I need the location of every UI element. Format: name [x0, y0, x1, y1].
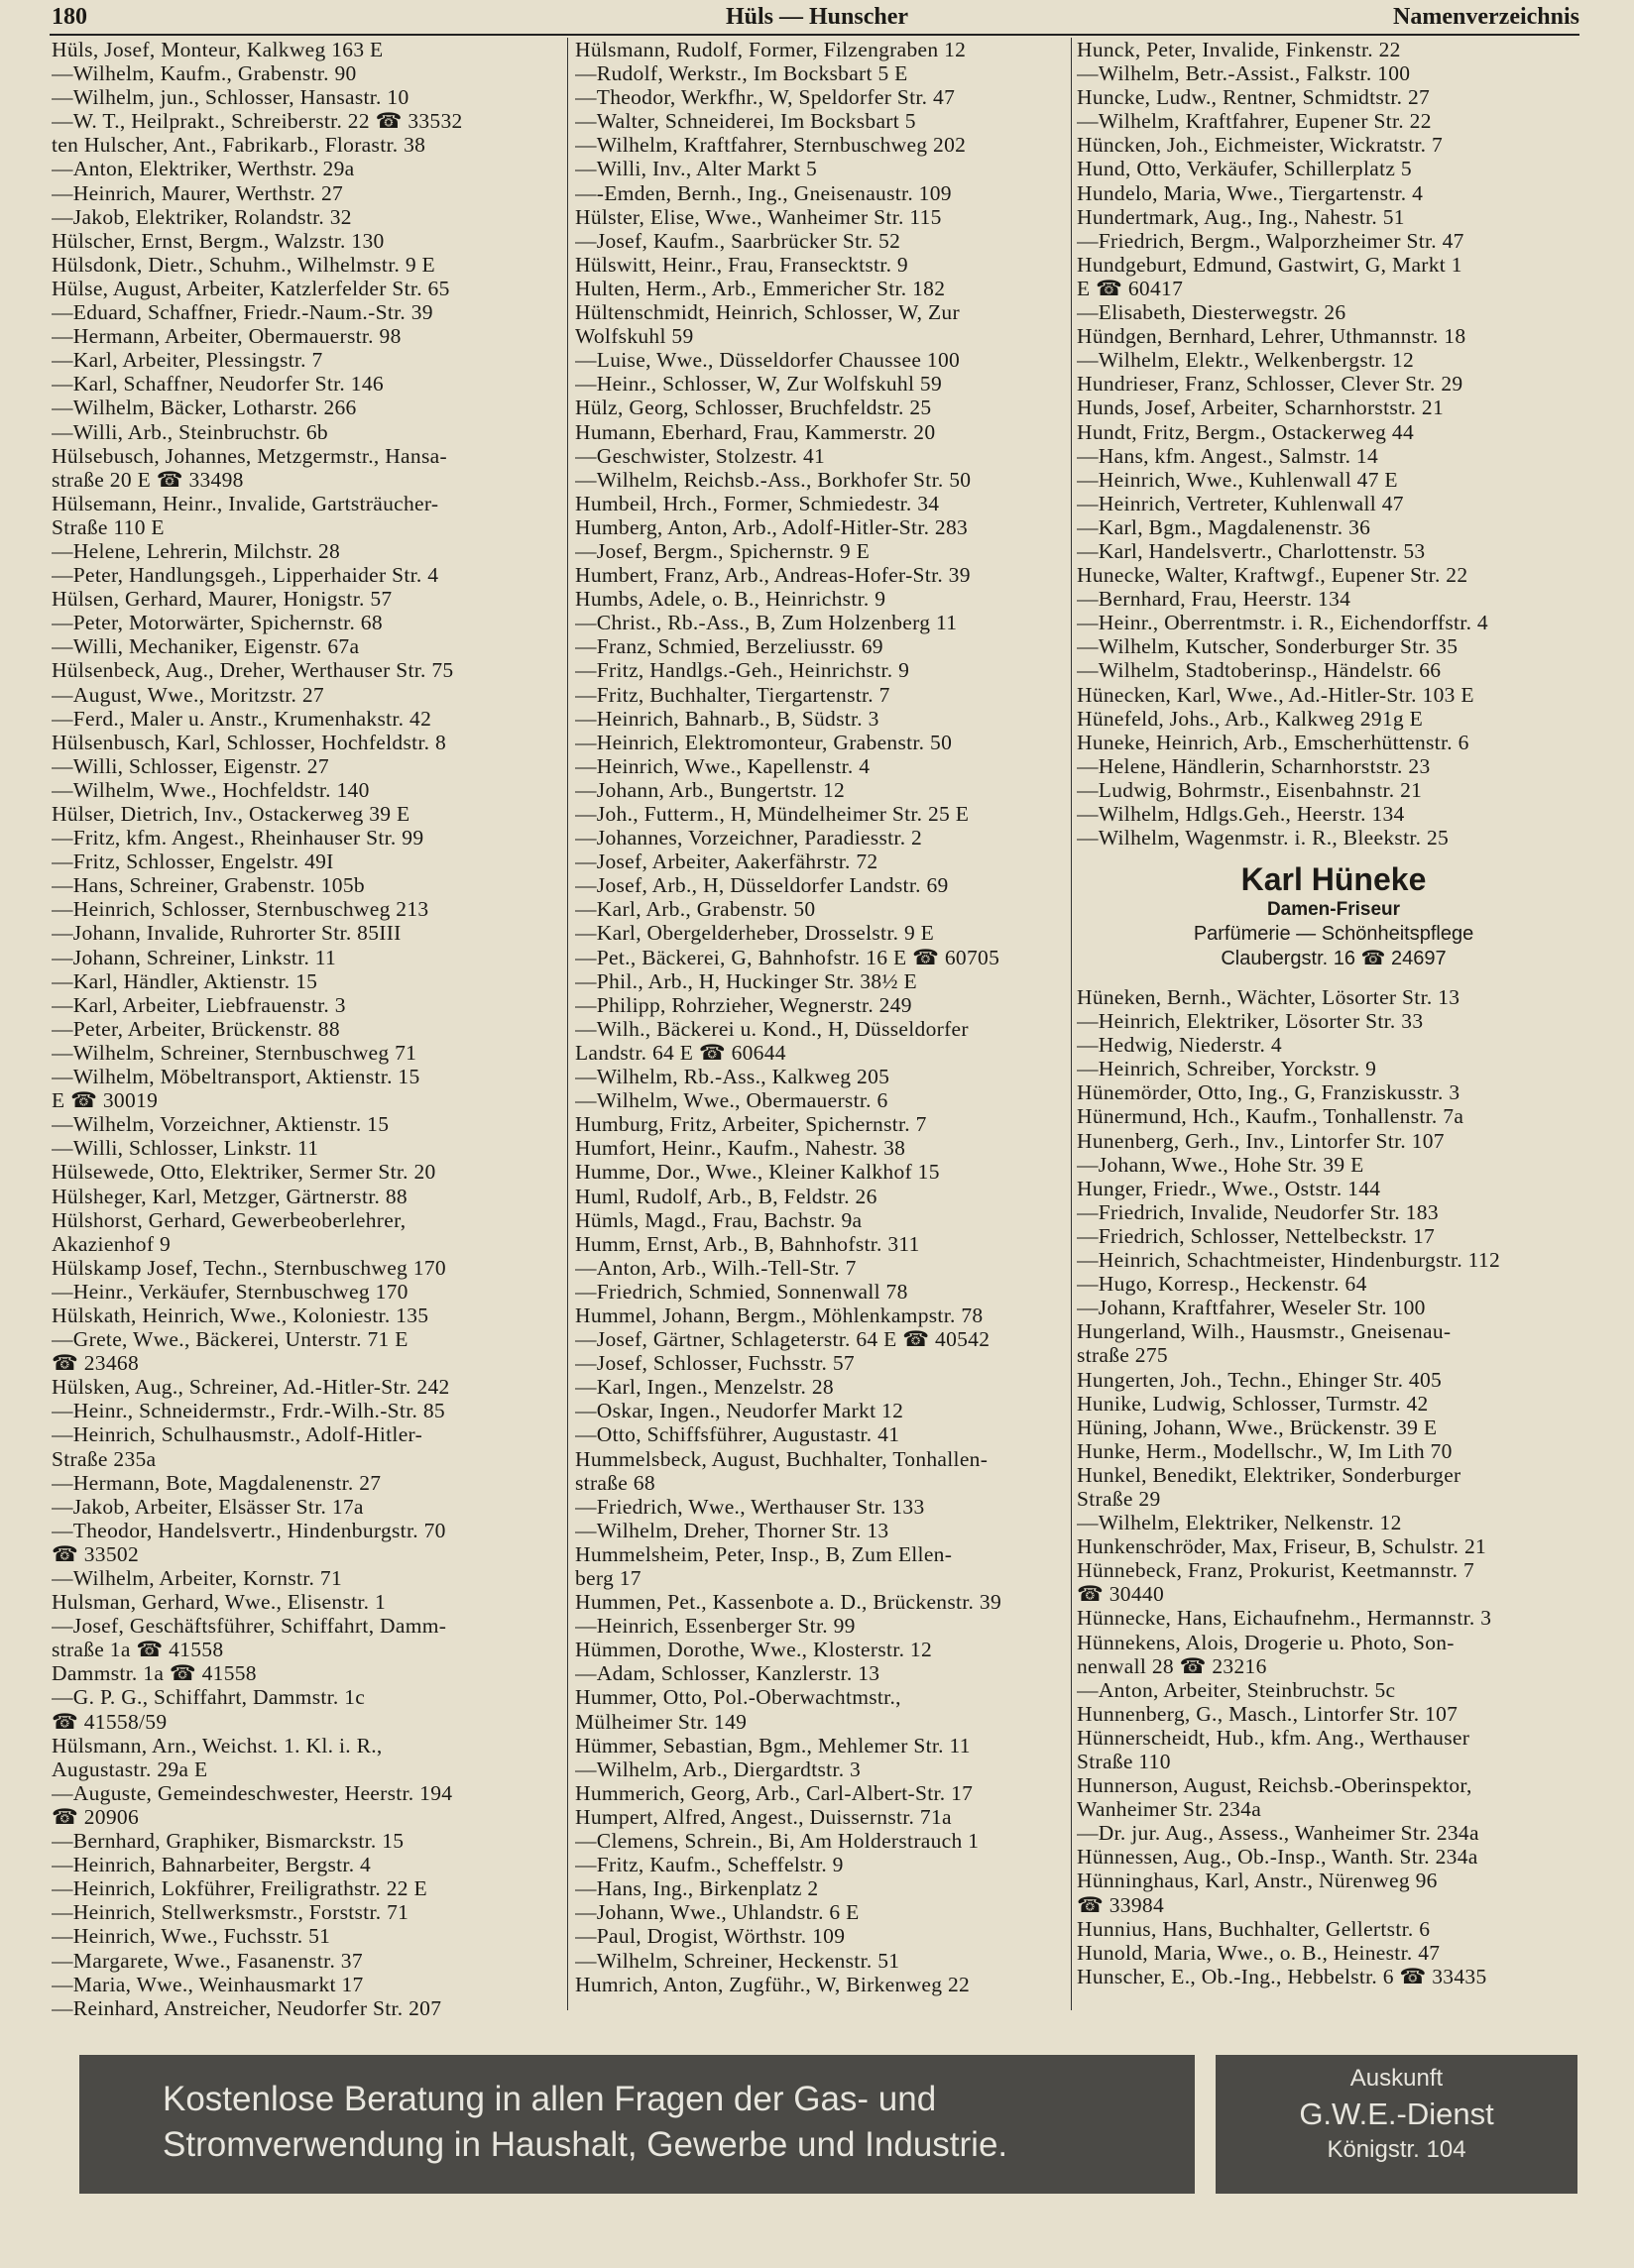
directory-entry-line: —Hans, Ing., Birkenplatz 2: [575, 1876, 819, 1901]
directory-entry-line: —G. P. G., Schiffahrt, Dammstr. 1c: [52, 1685, 366, 1710]
directory-entry-line: —Peter, Motorwärter, Spichernstr. 68: [52, 611, 383, 635]
directory-entry-line: E ☎ 30019: [52, 1088, 159, 1113]
directory-entry-line: Hülsen, Gerhard, Maurer, Honigstr. 57: [52, 587, 393, 612]
directory-entry-line: —Heinrich, Vertreter, Kuhlenwall 47: [1077, 491, 1404, 515]
directory-entry-line: Hünnecke, Hans, Eichaufnehm., Hermannstr. 3: [1077, 1606, 1492, 1631]
directory-entry-line: berg 17: [575, 1566, 642, 1590]
directory-entry-line: —Wilhelm, Wwe., Obermauerstr. 6: [575, 1088, 888, 1113]
directory-entry-line: Straße 110 E: [52, 514, 165, 539]
directory-entry-line: Hundgeburt, Edmund, Gastwirt, G, Markt 1: [1077, 252, 1462, 277]
directory-entry-line: —Heinr., Schlosser, W, Zur Wolfskuhl 59: [575, 372, 943, 397]
directory-entry-line: —Heinr., Verkäufer, Sternbuschweg 170: [52, 1279, 408, 1304]
directory-entry-line: —Willi, Schlosser, Eigenstr. 27: [52, 753, 329, 778]
directory-entry-line: —Heinrich, Maurer, Werthstr. 27: [52, 180, 344, 205]
directory-entry-line: Hunke, Herm., Modellschr., W, Im Lith 70: [1077, 1438, 1453, 1463]
directory-entry-line: —Geschwister, Stolzestr. 41: [575, 443, 826, 468]
directory-entry-line: —Hugo, Korresp., Heckenstr. 64: [1077, 1272, 1367, 1297]
directory-entry-line: —Wilhelm, Rb.-Ass., Kalkweg 205: [575, 1065, 890, 1089]
directory-entry-line: Augustastr. 29a E: [52, 1757, 208, 1781]
directory-entry-line: —Hans, Schreiner, Grabenstr. 105b: [52, 873, 365, 898]
gas-electricity-advertisement: [79, 2055, 1195, 2194]
directory-entry-line: Hund, Otto, Verkäufer, Schillerplatz 5: [1077, 157, 1412, 181]
directory-entry-line: —Theodor, Handelsvertr., Hindenburgstr. 70: [52, 1518, 446, 1542]
directory-entry-line: Hülser, Dietrich, Inv., Ostackerweg 39 E: [52, 802, 410, 826]
directory-entry-line: E ☎ 60417: [1077, 276, 1184, 300]
directory-entry-line: Hüls, Josef, Monteur, Kalkweg 163 E: [52, 38, 384, 61]
directory-entry-line: —Bernhard, Frau, Heerstr. 134: [1077, 587, 1351, 612]
directory-entry-line: —Rudolf, Werkstr., Im Bocksbart 5 E: [575, 61, 908, 86]
directory-entry-line: —Phil., Arb., H, Huckinger Str. 38½ E: [575, 968, 917, 993]
directory-entry-line: ☎ 30440: [1077, 1582, 1165, 1607]
ad-address: Claubergstr. 16 ☎ 24697: [1221, 948, 1447, 969]
directory-entry-line: Hummer, Otto, Pol.-Oberwachtmstr.,: [575, 1685, 901, 1710]
directory-entry-line: —Fritz, Schlosser, Engelstr. 49I: [52, 850, 334, 874]
directory-entry-line: —Wilhelm, Kraftfahrer, Sternbuschweg 202: [575, 133, 967, 158]
directory-entry-line: Hünemörder, Otto, Ing., G, Franziskusstr. 3: [1077, 1080, 1460, 1105]
directory-entry-line: —Wilhelm, Betr.-Assist., Falkstr. 100: [1077, 61, 1411, 86]
directory-entry-line: Hümmer, Sebastian, Bgm., Mehlemer Str. 11: [575, 1733, 971, 1758]
header-rule: [50, 34, 1579, 36]
directory-entry-line: —Peter, Handlungsgeh., Lipperhaider Str. 4: [52, 563, 439, 588]
directory-entry-line: Hunnius, Hans, Buchhalter, Gellertstr. 6: [1077, 1916, 1431, 1941]
directory-entry-line: —Dr. jur. Aug., Assess., Wanheimer Str. 234a: [1077, 1821, 1479, 1846]
directory-entry-line: Hündgen, Bernhard, Lehrer, Uthmannstr. 18: [1077, 324, 1466, 349]
directory-entry-line: —Helene, Händlerin, Scharnhorststr. 23: [1077, 753, 1431, 778]
directory-entry-line: —Oskar, Ingen., Neudorfer Markt 12: [575, 1399, 904, 1423]
directory-entry-line: —Johannes, Vorzeichner, Paradiesstr. 2: [575, 826, 923, 850]
directory-entry-line: Hülse, August, Arbeiter, Katzlerfelder Str. 65: [52, 276, 450, 300]
ad-line-1: Kostenlose Beratung in allen Fragen der Gas- und: [163, 2080, 937, 2118]
directory-entry-line: Straße 235a: [52, 1446, 157, 1471]
directory-column-3-bottom: [1077, 985, 1577, 1988]
directory-entry-line: Hünermund, Hch., Kaufm., Tonhallenstr. 7a: [1077, 1104, 1464, 1129]
directory-entry-line: Hünnekens, Alois, Drogerie u. Photo, Son-: [1077, 1630, 1455, 1654]
directory-entry-line: —Wilhelm, Kaufm., Grabenstr. 90: [52, 61, 357, 86]
directory-entry-line: Hülswitt, Heinr., Frau, Fransecktstr. 9: [575, 252, 908, 277]
directory-entry-line: —Wilhelm, Elektriker, Nelkenstr. 12: [1077, 1511, 1402, 1535]
directory-entry-line: —Wilhelm, Elektr., Welkenbergstr. 12: [1077, 348, 1415, 373]
directory-entry-line: —Karl, Arbeiter, Liebfrauenstr. 3: [52, 992, 346, 1017]
gwe-service-box: [1216, 2055, 1577, 2194]
column-divider: [1071, 38, 1072, 2010]
directory-entry-line: —Anton, Arbeiter, Steinbruchstr. 5c: [1077, 1677, 1396, 1702]
directory-entry-line: —Friedrich, Wwe., Werthauser Str. 133: [575, 1494, 925, 1519]
directory-entry-line: —Fritz, Handlgs.-Geh., Heinrichstr. 9: [575, 658, 910, 683]
directory-entry-line: —Karl, Handelsvertr., Charlottenstr. 53: [1077, 538, 1426, 563]
directory-entry-line: —Johann, Arb., Bungertstr. 12: [575, 777, 846, 802]
directory-entry-line: Hüneken, Bernh., Wächter, Lösorter Str. 13: [1077, 985, 1460, 1009]
directory-entry-line: Dammstr. 1a ☎ 41558: [52, 1661, 257, 1686]
directory-entry-line: —Josef, Arbeiter, Aakerfährstr. 72: [575, 850, 878, 874]
directory-entry-line: Humbeil, Hrch., Former, Schmiedestr. 34: [575, 491, 940, 515]
directory-entry-line: Hummerich, Georg, Arb., Carl-Albert-Str. 17: [575, 1780, 974, 1805]
directory-entry-line: —Grete, Wwe., Bäckerei, Unterstr. 71 E: [52, 1327, 408, 1352]
directory-entry-line: Hunike, Ludwig, Schlosser, Turmstr. 42: [1077, 1391, 1429, 1416]
directory-entry-line: Humberg, Anton, Arb., Adolf-Hitler-Str. 283: [575, 514, 969, 539]
directory-entry-line: straße 1a ☎ 41558: [52, 1638, 224, 1662]
directory-entry-line: —August, Wwe., Moritzstr. 27: [52, 682, 324, 707]
directory-entry-line: —Willi, Arb., Steinbruchstr. 6b: [52, 419, 328, 444]
directory-entry-line: —Heinr., Oberrentmstr. i. R., Eichendorffstr. 4: [1077, 611, 1488, 635]
directory-entry-line: Hungerten, Joh., Techn., Ehinger Str. 405: [1077, 1367, 1443, 1392]
directory-entry-line: Wolfskuhl 59: [575, 324, 694, 349]
directory-entry-line: Humburg, Fritz, Arbeiter, Spichernstr. 7: [575, 1112, 927, 1137]
directory-entry-line: Hünnebeck, Franz, Prokurist, Keetmannstr. 7: [1077, 1558, 1475, 1583]
directory-entry-line: —Christ., Rb.-Ass., B, Zum Holzenberg 11: [575, 611, 958, 635]
directory-entry-line: Huml, Rudolf, Arb., B, Feldstr. 26: [575, 1184, 877, 1208]
directory-entry-line: —Jakob, Arbeiter, Elsässer Str. 17a: [52, 1494, 364, 1519]
directory-entry-line: —Karl, Arbeiter, Plessingstr. 7: [52, 348, 323, 373]
directory-entry-line: Hülster, Elise, Wwe., Wanheimer Str. 115: [575, 204, 942, 229]
directory-entry-line: Hunecke, Walter, Kraftwgf., Eupener Str. 22: [1077, 563, 1468, 588]
ad-info-label: Auskunft: [1349, 2065, 1444, 2092]
directory-entry-line: —Josef, Kaufm., Saarbrücker Str. 52: [575, 228, 901, 253]
directory-entry-line: straße 20 E ☎ 33498: [52, 467, 244, 492]
directory-entry-line: Hünnessen, Aug., Ob.-Insp., Wanth. Str. 234a: [1077, 1845, 1478, 1870]
directory-entry-line: —Reinhard, Anstreicher, Neudorfer Str. 207: [52, 1995, 442, 2020]
directory-entry-line: —Philipp, Rohrzieher, Wegnerstr. 249: [575, 992, 912, 1017]
directory-entry-line: —Johann, Wwe., Hohe Str. 39 E: [1077, 1152, 1364, 1177]
ad-service-name: G.W.E.-Dienst: [1299, 2097, 1494, 2131]
ad-trade: Damen-Friseur: [1266, 899, 1401, 920]
directory-entry-line: —Wilhelm, Schreiner, Sternbuschweg 71: [52, 1040, 417, 1065]
directory-entry-line: —Otto, Schiffsführer, Augustastr. 41: [575, 1422, 900, 1447]
page-number: 180: [52, 4, 87, 30]
directory-entry-line: —Willi, Schlosser, Linkstr. 11: [52, 1136, 319, 1161]
directory-entry-line: Hüncken, Joh., Eichmeister, Wickratstr. 7: [1077, 133, 1444, 158]
directory-entry-line: —Bernhard, Graphiker, Bismarckstr. 15: [52, 1829, 405, 1854]
directory-entry-line: Hundt, Fritz, Bergm., Ostackerweg 44: [1077, 419, 1415, 444]
directory-entry-line: Hummelsbeck, August, Buchhalter, Tonhallen-: [575, 1446, 989, 1471]
directory-entry-line: —Josef, Geschäftsführer, Schiffahrt, Damm-: [52, 1614, 447, 1639]
directory-entry-line: —Wilhelm, Reichsb.-Ass., Borkhofer Str. 50: [575, 467, 972, 492]
directory-entry-line: Hülshorst, Gerhard, Gewerbeoberlehrer,: [52, 1207, 407, 1232]
directory-entry-line: —Wilhelm, Bäcker, Lotharstr. 266: [52, 396, 357, 420]
directory-entry-line: ☎ 33984: [1077, 1892, 1165, 1917]
directory-entry-line: —Anton, Elektriker, Werthstr. 29a: [52, 157, 355, 181]
directory-entry-line: —Heinrich, Schreiber, Yorckstr. 9: [1077, 1057, 1377, 1081]
directory-entry-line: Huneke, Heinrich, Arb., Emscherhüttenstr. 6: [1077, 730, 1469, 754]
directory-entry-line: —Pet., Bäckerei, G, Bahnhofstr. 16 E ☎ 60705: [575, 945, 1000, 969]
directory-entry-line: —Peter, Arbeiter, Brückenstr. 88: [52, 1016, 340, 1041]
directory-entry-line: —Elisabeth, Diesterwegstr. 26: [1077, 300, 1346, 325]
directory-entry-line: —Wilhelm, Hdlgs.Geh., Heerstr. 134: [1077, 802, 1405, 826]
directory-entry-line: Hüning, Johann, Wwe., Brückenstr. 39 E: [1077, 1415, 1438, 1439]
directory-entry-line: —Wilhelm, Dreher, Thorner Str. 13: [575, 1518, 889, 1542]
directory-entry-line: Hülsmann, Rudolf, Former, Filzengraben 12: [575, 38, 967, 61]
directory-entry-line: —Heinrich, Bahnarb., B, Südstr. 3: [575, 706, 879, 731]
directory-entry-line: —Johann, Kraftfahrer, Weseler Str. 100: [1077, 1296, 1426, 1320]
directory-entry-line: Hungerland, Wilh., Hausmstr., Gneisenau-: [1077, 1319, 1452, 1344]
directory-entry-line: Hümls, Magd., Frau, Bachstr. 9a: [575, 1207, 863, 1232]
directory-entry-line: Hülsmann, Arn., Weichst. 1. Kl. i. R.,: [52, 1733, 383, 1758]
directory-entry-line: Hunds, Josef, Arbeiter, Scharnhorststr. 21: [1077, 396, 1445, 420]
directory-entry-line: Hunscher, E., Ob.-Ing., Hebbelstr. 6 ☎ 33435: [1077, 1964, 1487, 1988]
directory-entry-line: —Wilhelm, Arbeiter, Kornstr. 71: [52, 1566, 342, 1590]
section-title: Namenverzeichnis: [1393, 4, 1579, 30]
directory-entry-line: —Josef, Arb., H, Düsseldorfer Landstr. 69: [575, 873, 949, 898]
ad-services: Parfümerie — Schönheitspflege: [1193, 923, 1474, 945]
directory-entry-line: Hünnerscheidt, Hub., kfm. Ang., Werthauser: [1077, 1725, 1470, 1750]
directory-entry-line: —Auguste, Gemeindeschwester, Heerstr. 194: [52, 1780, 453, 1805]
directory-column-2: [575, 38, 1067, 1996]
directory-entry-line: Hümmen, Dorothe, Wwe., Klosterstr. 12: [575, 1638, 933, 1662]
directory-entry-line: Hunkenschröder, Max, Friseur, B, Schulstr. 21: [1077, 1534, 1487, 1559]
ad-business-name: Karl Hüneke: [1240, 861, 1427, 897]
directory-entry-line: —Heinrich, Wwe., Kapellenstr. 4: [575, 753, 871, 778]
directory-entry-line: straße 275: [1077, 1343, 1168, 1368]
directory-entry-line: Hülsdonk, Dietr., Schuhm., Wilhelmstr. 9 E: [52, 252, 435, 277]
directory-entry-line: —Wilhelm, Wwe., Hochfeldstr. 140: [52, 777, 370, 802]
directory-entry-line: Hulten, Herm., Arb., Emmericher Str. 182: [575, 276, 946, 300]
directory-entry-line: —Anton, Arb., Wilh.-Tell-Str. 7: [575, 1255, 857, 1280]
directory-entry-line: —Friedrich, Invalide, Neudorfer Str. 183: [1077, 1199, 1439, 1224]
directory-entry-line: —Karl, Obergelderheber, Drosselstr. 9 E: [575, 921, 935, 946]
directory-entry-line: —Franz, Schmied, Berzeliusstr. 69: [575, 634, 883, 659]
directory-entry-line: —Wilhelm, Vorzeichner, Aktienstr. 15: [52, 1112, 390, 1137]
directory-entry-line: —Heinrich, Essenberger Str. 99: [575, 1614, 856, 1639]
directory-entry-line: —Heinrich, Wwe., Fuchsstr. 51: [52, 1924, 331, 1949]
directory-entry-line: —Wilhelm, Stadtoberinsp., Händelstr. 66: [1077, 658, 1442, 683]
directory-entry-line: Hülsenbusch, Karl, Schlosser, Hochfeldstr. 8: [52, 730, 447, 754]
directory-entry-line: Hünecken, Karl, Wwe., Ad.-Hitler-Str. 103 E: [1077, 682, 1474, 707]
directory-entry-line: Humme, Dor., Wwe., Kleiner Kalkhof 15: [575, 1160, 940, 1185]
directory-entry-line: —Heinrich, Stellwerksmstr., Forststr. 71: [52, 1900, 409, 1925]
directory-entry-line: —Josef, Bergm., Spichernstr. 9 E: [575, 538, 871, 563]
directory-entry-line: Hülsewede, Otto, Elektriker, Sermer Str. 20: [52, 1160, 436, 1185]
directory-entry-line: Mülheimer Str. 149: [575, 1709, 748, 1734]
directory-entry-line: Hültenschmidt, Heinrich, Schlosser, W, Zur: [575, 300, 960, 325]
directory-entry-line: Humbert, Franz, Arb., Andreas-Hofer-Str. 39: [575, 563, 971, 588]
directory-entry-line: Hülskath, Heinrich, Wwe., Koloniestr. 135: [52, 1303, 429, 1327]
directory-entry-line: —Adam, Schlosser, Kanzlerstr. 13: [575, 1661, 880, 1686]
directory-entry-line: —Friedrich, Bergm., Walporzheimer Str. 47: [1077, 228, 1464, 253]
directory-entry-line: —Paul, Drogist, Wörthstr. 109: [575, 1924, 846, 1949]
directory-entry-line: ☎ 41558/59: [52, 1709, 168, 1734]
directory-entry-line: —Heinrich, Wwe., Kuhlenwall 47 E: [1077, 467, 1398, 492]
directory-entry-line: nenwall 28 ☎ 23216: [1077, 1653, 1267, 1678]
directory-entry-line: Landstr. 64 E ☎ 60644: [575, 1040, 786, 1065]
directory-entry-line: —Wilhelm, Möbeltransport, Aktienstr. 15: [52, 1065, 420, 1089]
directory-entry-line: Hundrieser, Franz, Schlosser, Clever Str. 29: [1077, 372, 1463, 397]
directory-entry-line: Humrich, Anton, Zugführ., W, Birkenweg 22: [575, 1972, 971, 1996]
directory-entry-line: —Fritz, Kaufm., Scheffelstr. 9: [575, 1853, 844, 1877]
directory-entry-line: Hunger, Friedr., Wwe., Oststr. 144: [1077, 1176, 1381, 1200]
directory-entry-line: Hünefeld, Johs., Arb., Kalkweg 291g E: [1077, 706, 1424, 731]
directory-entry-line: —Heinrich, Lokführer, Freiligrathstr. 22 E: [52, 1876, 427, 1901]
directory-entry-line: Hülsebusch, Johannes, Metzgermstr., Hansa-: [52, 443, 447, 468]
directory-entry-line: —Karl, Händler, Aktienstr. 15: [52, 968, 318, 993]
directory-entry-line: Hülscher, Ernst, Bergm., Walzstr. 130: [52, 228, 385, 253]
directory-entry-line: —Fritz, kfm. Angest., Rheinhauser Str. 99: [52, 826, 424, 850]
directory-entry-line: —Jakob, Elektriker, Rolandstr. 32: [52, 204, 352, 229]
directory-entry-line: —Luise, Wwe., Düsseldorfer Chaussee 100: [575, 348, 961, 373]
directory-entry-line: —Johann, Wwe., Uhlandstr. 6 E: [575, 1900, 860, 1925]
directory-entry-line: Humbs, Adele, o. B., Heinrichstr. 9: [575, 587, 886, 612]
directory-entry-line: —Karl, Bgm., Magdalenenstr. 36: [1077, 514, 1371, 539]
directory-entry-line: —Heinrich, Schulhausmstr., Adolf-Hitler-: [52, 1422, 423, 1447]
directory-entry-line: —Hermann, Bote, Magdalenenstr. 27: [52, 1470, 382, 1495]
directory-entry-line: —Wilhelm, Kutscher, Sonderburger Str. 35: [1077, 634, 1459, 659]
directory-entry-line: —Theodor, Werkfhr., W, Speldorfer Str. 47: [575, 85, 956, 110]
directory-entry-line: —Josef, Gärtner, Schlageterstr. 64 E ☎ 40542: [575, 1327, 991, 1352]
directory-entry-line: —Wilhelm, Schreiner, Heckenstr. 51: [575, 1948, 900, 1973]
directory-entry-line: Humfort, Heinr., Kaufm., Nahestr. 38: [575, 1136, 906, 1161]
directory-entry-line: Hummelsheim, Peter, Insp., B, Zum Ellen-: [575, 1541, 953, 1566]
ad-service-address: Königstr. 104: [1327, 2136, 1466, 2163]
directory-entry-line: —Willi, Mechaniker, Eigenstr. 67a: [52, 634, 360, 659]
directory-entry-line: —Karl, Arb., Grabenstr. 50: [575, 897, 816, 922]
directory-entry-line: Hülskamp Josef, Techn., Sternbuschweg 170: [52, 1255, 446, 1280]
directory-entry-line: —Heinrich, Bahnarbeiter, Bergstr. 4: [52, 1853, 372, 1877]
directory-entry-line: Hülsemann, Heinr., Invalide, Gartsträucher-: [52, 491, 439, 515]
directory-entry-line: Straße 29: [1077, 1486, 1161, 1511]
directory-entry-line: Hunnerson, August, Reichsb.-Oberinspektor,: [1077, 1773, 1472, 1798]
directory-entry-line: Hunkel, Benedikt, Elektriker, Sonderburger: [1077, 1462, 1461, 1487]
directory-entry-line: —Eduard, Schaffner, Friedr.-Naum.-Str. 39: [52, 300, 433, 325]
directory-entry-line: —Wilhelm, jun., Schlosser, Hansastr. 10: [52, 85, 409, 110]
directory-entry-line: —Hermann, Arbeiter, Obermauerstr. 98: [52, 324, 402, 349]
directory-entry-line: —Ferd., Maler u. Anstr., Krumenhakstr. 42: [52, 706, 432, 731]
directory-entry-line: —Hedwig, Niederstr. 4: [1077, 1033, 1282, 1058]
ad-line-2: Stromverwendung in Haushalt, Gewerbe und Industrie.: [163, 2125, 1008, 2164]
directory-entry-line: —Clemens, Schrein., Bi, Am Holderstrauch 1: [575, 1829, 980, 1854]
directory-entry-line: Hünninghaus, Karl, Anstr., Nürenweg 96: [1077, 1869, 1438, 1893]
directory-entry-line: —Wilhelm, Arb., Diergardtstr. 3: [575, 1757, 862, 1781]
directory-entry-line: Hundertmark, Aug., Ing., Nahestr. 51: [1077, 204, 1405, 229]
directory-entry-line: —Wilhelm, Wagenmstr. i. R., Bleekstr. 25: [1077, 826, 1450, 850]
directory-entry-line: Hülz, Georg, Schlosser, Bruchfeldstr. 25: [575, 396, 932, 420]
directory-entry-line: Straße 110: [1077, 1750, 1171, 1773]
directory-entry-line: —-Emden, Bernh., Ing., Gneisenaustr. 109: [575, 180, 952, 205]
directory-entry-line: Hülsken, Aug., Schreiner, Ad.-Hitler-Str. 242: [52, 1375, 450, 1400]
directory-entry-line: —Heinrich, Schachtmeister, Hindenburgstr. 112: [1077, 1248, 1501, 1273]
directory-column-1: [52, 38, 562, 2020]
directory-entry-line: —Fritz, Buchhalter, Tiergartenstr. 7: [575, 682, 890, 707]
directory-entry-line: —Josef, Schlosser, Fuchsstr. 57: [575, 1351, 855, 1376]
directory-entry-line: —Walter, Schneiderei, Im Bocksbart 5: [575, 109, 916, 134]
directory-entry-line: —Heinrich, Schlosser, Sternbuschweg 213: [52, 897, 429, 922]
directory-entry-line: Huncke, Ludw., Rentner, Schmidtstr. 27: [1077, 85, 1431, 110]
directory-entry-line: Hulsman, Gerhard, Wwe., Elisenstr. 1: [52, 1590, 387, 1615]
directory-entry-line: —Ludwig, Bohrmstr., Eisenbahnstr. 21: [1077, 777, 1423, 802]
directory-entry-line: ☎ 20906: [52, 1804, 140, 1829]
directory-entry-line: —Johann, Invalide, Ruhrorter Str. 85III: [52, 921, 402, 946]
directory-entry-line: —Joh., Futterm., H, Mündelheimer Str. 25 E: [575, 802, 970, 826]
directory-entry-line: ☎ 33502: [52, 1541, 140, 1566]
directory-entry-line: —Maria, Wwe., Weinhausmarkt 17: [52, 1972, 364, 1996]
directory-entry-line: Hummen, Pet., Kassenbote a. D., Brückenstr. 39: [575, 1590, 1001, 1615]
directory-entry-line: Hunnenberg, G., Masch., Lintorfer Str. 107: [1077, 1701, 1459, 1726]
directory-entry-line: —Karl, Ingen., Menzelstr. 28: [575, 1375, 834, 1400]
directory-entry-line: —Wilhelm, Kraftfahrer, Eupener Str. 22: [1077, 109, 1432, 134]
directory-entry-line: Hunck, Peter, Invalide, Finkenstr. 22: [1077, 38, 1401, 61]
directory-entry-line: —Friedrich, Schmied, Sonnenwall 78: [575, 1279, 908, 1304]
directory-entry-line: —Willi, Inv., Alter Markt 5: [575, 157, 818, 181]
directory-entry-line: Hülsenbeck, Aug., Dreher, Werthauser Str. 75: [52, 658, 454, 683]
directory-entry-line: —Karl, Schaffner, Neudorfer Str. 146: [52, 372, 384, 397]
directory-entry-line: Humann, Eberhard, Frau, Kammerstr. 20: [575, 419, 936, 444]
directory-entry-line: —Margarete, Wwe., Fasanenstr. 37: [52, 1948, 363, 1973]
column-divider: [567, 38, 568, 2010]
directory-entry-line: —Heinrich, Elektriker, Lösorter Str. 33: [1077, 1009, 1424, 1034]
directory-entry-line: —Helene, Lehrerin, Milchstr. 28: [52, 538, 341, 563]
directory-entry-line: —Wilh., Bäckerei u. Kond., H, Düsseldorfer: [575, 1016, 969, 1041]
directory-entry-line: Humpert, Alfred, Angest., Duissernstr. 71a: [575, 1804, 952, 1829]
directory-column-3-top: [1077, 38, 1577, 850]
directory-entry-line: Hunold, Maria, Wwe., o. B., Heinestr. 47: [1077, 1940, 1441, 1965]
directory-entry-line: Akazienhof 9: [52, 1231, 172, 1256]
directory-entry-line: —W. T., Heilprakt., Schreiberstr. 22 ☎ 33532: [52, 109, 463, 134]
directory-entry-line: —Heinrich, Elektromonteur, Grabenstr. 50: [575, 730, 953, 754]
directory-entry-line: Wanheimer Str. 234a: [1077, 1797, 1262, 1822]
directory-entry-line: —Hans, kfm. Angest., Salmstr. 14: [1077, 443, 1379, 468]
directory-entry-line: —Friedrich, Schlosser, Nettelbeckstr. 17: [1077, 1223, 1436, 1248]
directory-entry-line: straße 68: [575, 1470, 655, 1495]
hueneke-advertisement: [1101, 860, 1567, 971]
directory-entry-line: Hunenberg, Gerh., Inv., Lintorfer Str. 107: [1077, 1128, 1445, 1153]
directory-entry-line: ☎ 23468: [52, 1351, 140, 1376]
directory-entry-line: Humm, Ernst, Arb., B, Bahnhofstr. 311: [575, 1231, 920, 1256]
directory-entry-line: —Heinr., Schneidermstr., Frdr.-Wilh.-Str. 85: [52, 1399, 445, 1423]
directory-entry-line: ten Hulscher, Ant., Fabrikarb., Florastr. 38: [52, 133, 426, 158]
page-range-title: Hüls — Hunscher: [725, 4, 909, 30]
directory-entry-line: —Johann, Schreiner, Linkstr. 11: [52, 945, 337, 969]
directory-entry-line: Hummel, Johann, Bergm., Möhlenkampstr. 78: [575, 1303, 984, 1327]
directory-entry-line: Hundelo, Maria, Wwe., Tiergartenstr. 4: [1077, 180, 1424, 205]
directory-entry-line: Hülsheger, Karl, Metzger, Gärtnerstr. 88: [52, 1184, 408, 1208]
